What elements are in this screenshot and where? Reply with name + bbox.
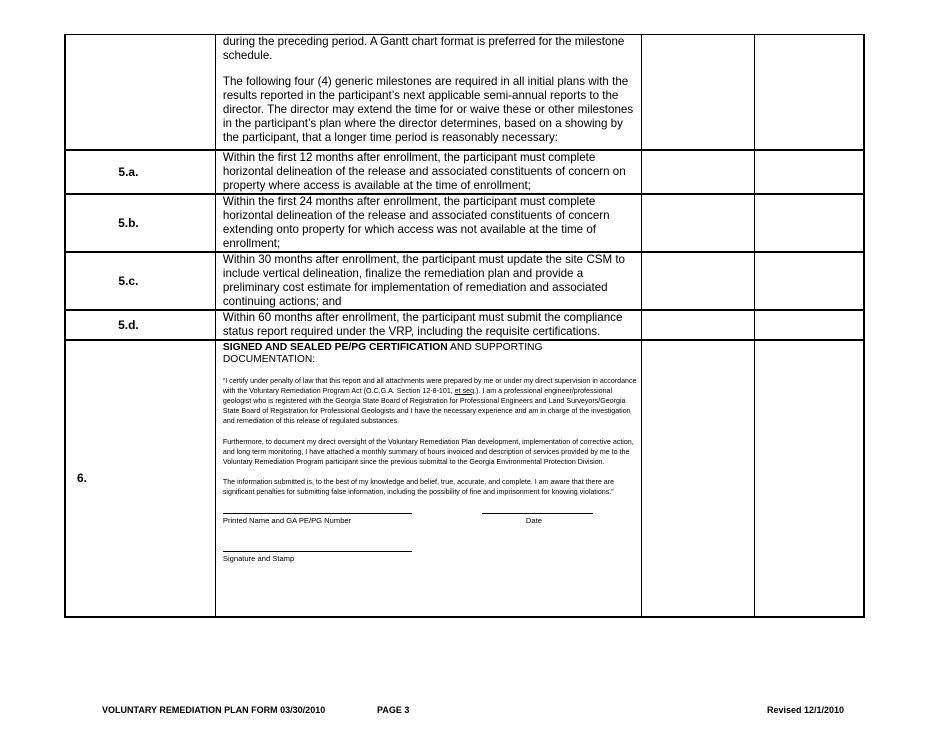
signature-line[interactable]: [223, 551, 412, 552]
table-row: [65, 252, 864, 310]
blank-cell[interactable]: [641, 194, 754, 252]
table-row: [65, 150, 864, 194]
blank-cell[interactable]: [755, 35, 864, 150]
blank-cell[interactable]: [641, 150, 754, 194]
printed-name-line[interactable]: [223, 513, 412, 514]
date-label: Date: [525, 515, 542, 525]
et-seq-text: et seq: [454, 386, 475, 395]
certification-heading: [223, 342, 637, 366]
accuracy-statement: The information submitted is, to the best of my knowledge and belief, true, accurate, and complete. I am aware that there are significant penalties for submitting false information, including the possibility of fine and imprisonment for knowing violations.”: [222, 478, 615, 497]
blank-cell[interactable]: [755, 194, 864, 252]
intro-paragraph: The following four (4) generic milestones are required in all initial plans with the results reported in the participant’s next applicable semi-annual reports to the director. The director may extend the time for or waive these or other milestones in the participant’s plan where the director determines, based on a showing by the participant, that a longer time period is reasonably necessary:: [222, 75, 634, 144]
description-cell: [215, 35, 641, 150]
intro-paragraph: during the preceding period. A Gantt chart format is preferred for the milestone schedule.: [222, 35, 625, 62]
blank-cell[interactable]: [641, 35, 754, 150]
milestone-text: Within 60 months after enrollment, the participant must submit the compliance status report required under the VRP, including the requisite certifications.: [215, 310, 641, 340]
date-line[interactable]: [482, 513, 593, 514]
milestone-number: 5.c.: [65, 252, 215, 310]
blank-cell[interactable]: [641, 310, 754, 340]
certification-statement: [223, 376, 637, 427]
table-row-intro: [65, 35, 864, 150]
certification-statement-part: .). I am a professional engineer/professional geologist who is registered with the Georgia State Board of Registration for Professional Engineers and Land Surveyors/Georgia State Board of Registration for Professional Geologists and I have the necessary experience and am in charge of the investigation and remediation of this release of regulated substances.: [222, 386, 631, 426]
milestone-text: Within the first 24 months after enrollment, the participant must complete horizontal delineation of the release and associated constituents of concern extending onto property for which access was not available at the time of enrollment;: [215, 194, 641, 252]
milestone-number: 5.d.: [65, 310, 215, 340]
blank-cell[interactable]: [755, 252, 864, 310]
blank-cell[interactable]: [755, 310, 864, 340]
printed-name-label: Printed Name and GA PE/PG Number: [222, 515, 352, 525]
signature-label: Signature and Stamp: [222, 553, 295, 563]
signature-row: [223, 551, 637, 589]
footer-form-title: VOLUNTARY REMEDIATION PLAN FORM 03/30/2010: [102, 705, 326, 715]
blank-cell[interactable]: [755, 340, 864, 617]
certification-heading-rest: AND SUPPORTING DOCUMENTATION:: [222, 341, 543, 365]
certification-heading-bold: SIGNED AND SEALED PE/PG CERTIFICATION: [222, 341, 448, 353]
table-row: [65, 310, 864, 340]
milestone-table: [64, 34, 865, 618]
oversight-statement: Furthermore, to document my direct oversight of the Voluntary Remediation Plan development, implementation of corrective action, and long term monitoring, I have attached a monthly summary of hours invoiced and description of services provided by me to the Voluntary Remediation Program participant since the previous submittal to the Georgia Environmental Protection Division.: [222, 437, 634, 466]
milestone-text: Within 30 months after enrollment, the participant must update the site CSM to include vertical delineation, finalize the remediation plan and provide a preliminary cost estimate for implementation of remediation and associated continuing actions; and: [215, 252, 641, 310]
blank-cell[interactable]: [641, 252, 754, 310]
table-row: [65, 194, 864, 252]
footer-revised-date: Revised 12/1/2010: [767, 705, 845, 715]
table-row-certification: [65, 340, 864, 617]
blank-cell[interactable]: [641, 340, 754, 617]
milestone-text: Within the first 12 months after enrollment, the participant must complete horizontal delineation of the release and associated constituents of concern on property where access is available at the time of enrollment;: [215, 150, 641, 194]
certification-statement-part: “I certify under penalty of law that this report and all attachments were prepared by me or under my direct supervision in accordance with the Voluntary Remediation Program Act (O.C.G.A. Section 12-8-101,: [222, 376, 637, 395]
milestone-number: 5.b.: [65, 194, 215, 252]
certification-cell: [215, 340, 641, 617]
printed-name-row: [223, 513, 637, 551]
certification-number: 6.: [65, 340, 215, 617]
milestone-number: 5.a.: [65, 150, 215, 194]
footer-page-number: PAGE 3: [377, 705, 410, 715]
number-cell: [65, 35, 215, 150]
blank-cell[interactable]: [755, 150, 864, 194]
